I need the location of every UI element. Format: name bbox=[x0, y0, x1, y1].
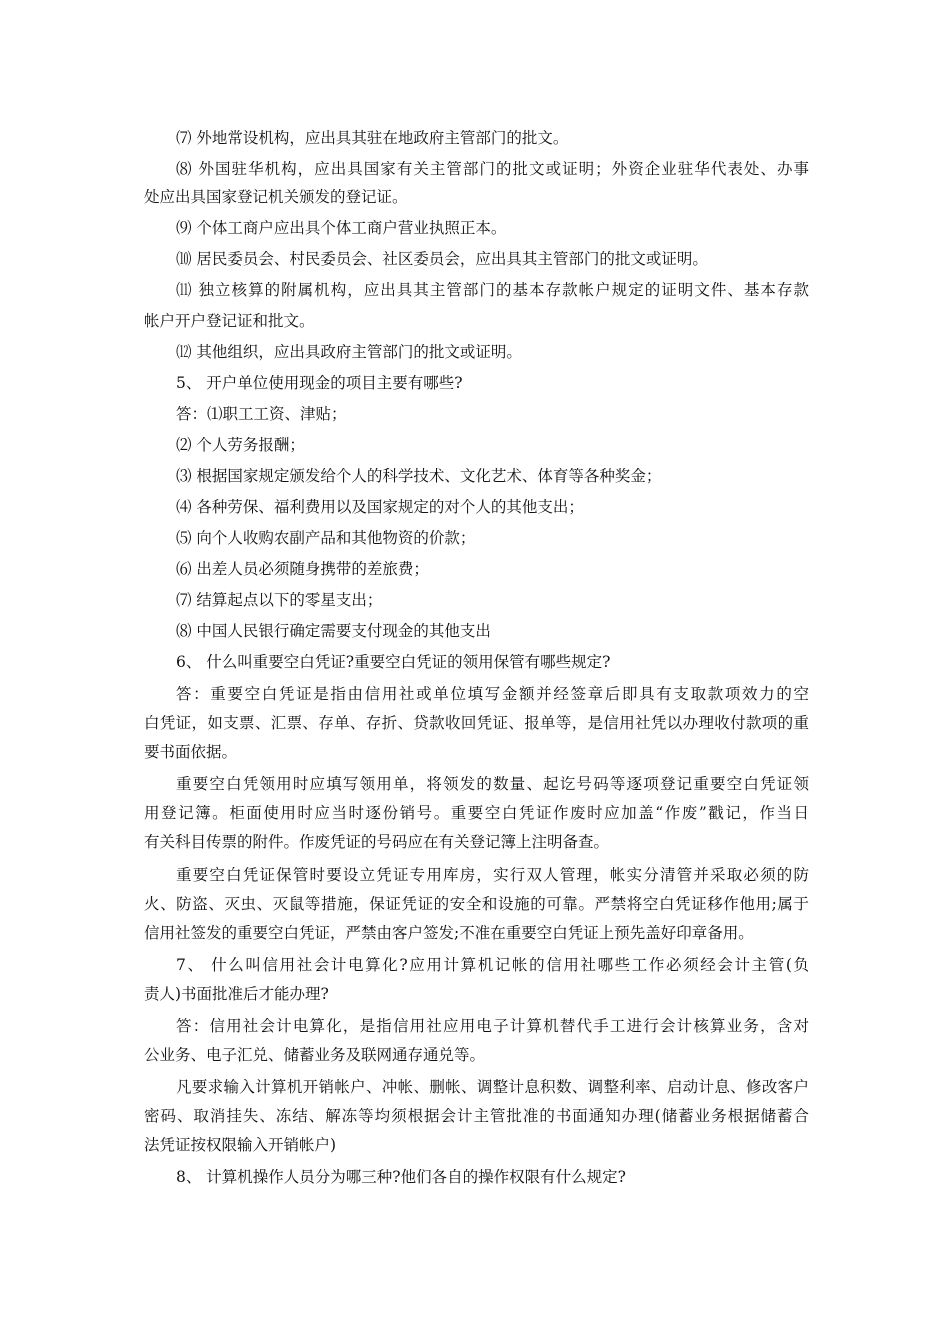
answer-5-item: ⑻ 中国人民银行确定需要支付现金的其他支出 bbox=[176, 622, 491, 640]
list-item-12: ⑿ 其他组织，应出具政府主管部门的批文或证明。 bbox=[176, 343, 522, 361]
paragraph-cont: 用登记簿。柜面使用时应当时逐份销号。重要空白凭证作废时应加盖“作废”戳记，作当日 bbox=[144, 804, 809, 822]
list-item-11: ⑾ 独立核算的附属机构，应出具其主管部门的基本存款帐户规定的证明文件、基本存款 bbox=[176, 281, 809, 299]
answer-5: 答：⑴职工工资、津贴； bbox=[176, 405, 347, 423]
list-item-11-cont: 帐户开户登记证和批文。 bbox=[144, 312, 315, 330]
answer-7: 答：信用社会计电算化，是指信用社应用电子计算机替代手工进行会计核算业务，含对 bbox=[176, 1017, 809, 1035]
question-8: 8、 计算机操作人员分为哪三种?他们各自的操作权限有什么规定? bbox=[176, 1168, 626, 1186]
question-6: 6、 什么叫重要空白凭证?重要空白凭证的领用保管有哪些规定? bbox=[176, 653, 611, 671]
paragraph: 重要空白凭证保管时要设立凭证专用库房，实行双人管理，帐实分清管并采取必须的防 bbox=[176, 866, 809, 884]
paragraph: 重要空白凭领用时应填写领用单，将领发的数量、起讫号码等逐项登记重要空白凭证领 bbox=[176, 775, 809, 793]
list-item-9: ⑼ 个体工商户应出具个体工商户营业执照正本。 bbox=[176, 219, 507, 237]
answer-5-item: ⑵ 个人劳务报酬； bbox=[176, 436, 305, 454]
answer-5-item: ⑷ 各种劳保、福利费用以及国家规定的对个人的其他支出； bbox=[176, 498, 584, 516]
answer-6: 答：重要空白凭证是指由信用社或单位填写金额并经签章后即具有支取款项效力的空 bbox=[176, 685, 809, 703]
answer-5-item: ⑸ 向个人收购农副产品和其他物资的价款； bbox=[176, 529, 476, 547]
answer-5-item: ⑹ 出差人员必须随身携带的差旅费； bbox=[176, 560, 429, 578]
answer-5-item: ⑶ 根据国家规定颁发给个人的科学技术、文化艺术、体育等各种奖金； bbox=[176, 467, 662, 485]
list-item-8: ⑻ 外国驻华机构，应出具国家有关主管部门的批文或证明；外资企业驻华代表处、办事 bbox=[176, 160, 809, 178]
question-7: 7、 什么叫信用社会计电算化?应用计算机记帐的信用社哪些工作必须经会计主管(负 bbox=[176, 956, 809, 974]
paragraph-cont: 法凭证按权限输入开销帐户) bbox=[144, 1136, 337, 1154]
answer-7-cont: 公业务、电子汇兑、储蓄业务及联网通存通兑等。 bbox=[144, 1046, 486, 1064]
list-item-7: ⑺ 外地常设机构，应出具其驻在地政府主管部门的批文。 bbox=[176, 129, 569, 147]
answer-6-cont: 白凭证，如支票、汇票、存单、存折、贷款收回凭证、报单等，是信用社凭以办理收付款项的重 bbox=[144, 714, 809, 732]
question-7-cont: 责人)书面批准后才能办理? bbox=[144, 985, 329, 1003]
answer-5-item: ⑺ 结算起点以下的零星支出； bbox=[176, 591, 383, 609]
paragraph-cont: 有关科目传票的附件。作废凭证的号码应在有关登记簿上注明备查。 bbox=[144, 833, 610, 851]
list-item-8-cont: 处应出具国家登记机关颁发的登记证。 bbox=[144, 188, 408, 206]
paragraph-cont: 信用社签发的重要空白凭证，严禁由客户签发;不准在重要空白凭证上预先盖好印章备用。 bbox=[144, 924, 754, 942]
question-5: 5、 开户单位使用现金的项目主要有哪些? bbox=[176, 374, 463, 392]
list-item-10: ⑽ 居民委员会、村民委员会、社区委员会，应出具其主管部门的批文或证明。 bbox=[176, 250, 708, 268]
answer-6-cont: 要书面依据。 bbox=[144, 743, 238, 761]
paragraph: 凡要求输入计算机开销帐户、冲帐、删帐、调整计息积数、调整利率、启动计息、修改客户 bbox=[176, 1078, 809, 1096]
paragraph-cont: 密码、取消挂失、冻结、解冻等均须根据会计主管批准的书面通知办理(储蓄业务根据储蓄合 bbox=[144, 1107, 809, 1125]
paragraph-cont: 火、防盗、灭虫、灭鼠等措施，保证凭证的安全和设施的可靠。严禁将空白凭证移作他用;属于 bbox=[144, 895, 809, 913]
